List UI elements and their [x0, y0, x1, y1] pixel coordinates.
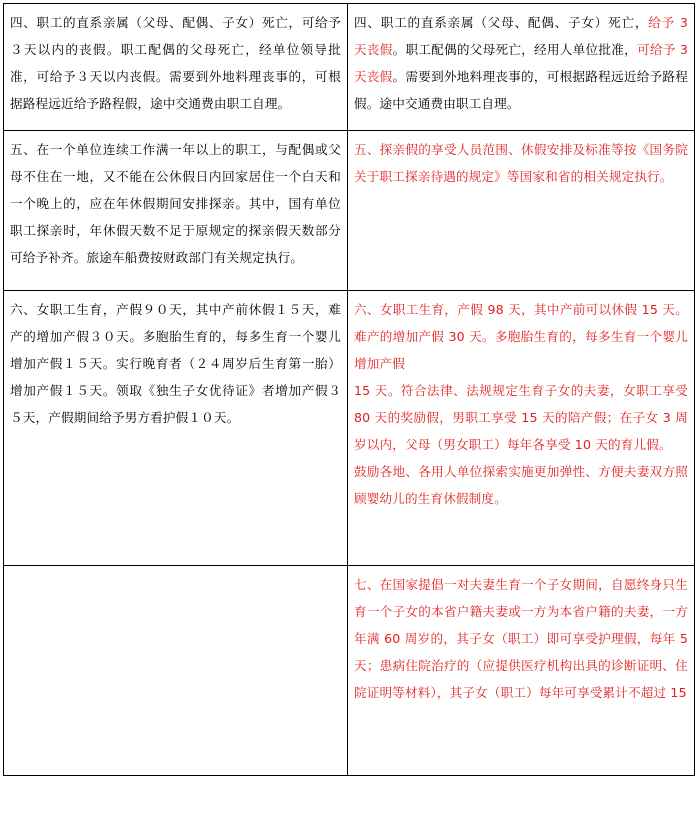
- old-policy-cell-empty: [4, 566, 348, 776]
- old-policy-cell: [4, 131, 348, 291]
- table-row: [4, 4, 695, 131]
- new-policy-cell: [347, 4, 694, 131]
- new-clause-6-part-1: 六、女职工生育，产假 98 天，其中产前可以休假 15 天。难产的增加产假 30 天。多胞胎生育的，每多生育一个婴儿增加产假: [353, 302, 688, 371]
- old-clause-6: 六、女职工生育，产假９０天，其中产前休假１５天，难产的增加产假３０天。多胞胎生育的，每多生育一个婴儿增加产假１５天。实行晚育者（２４周岁后生育第一胎）增加产假１５天。领取《独生子女优待证》者增加产假３５天，产假期间给予男方看护假１０天。: [10, 302, 341, 425]
- revised-text: 可给予 3 天丧假: [353, 42, 688, 84]
- clause-text: 四、职工的直系亲属（父母、配偶、子女）死亡，: [353, 15, 649, 30]
- table-row: [4, 291, 695, 566]
- new-policy-cell: [347, 291, 694, 566]
- new-clause-7: 七、在国家提倡一对夫妻生育一个子女期间，自愿终身只生育一个子女的本省户籍夫妻或一方为本省户籍的夫妻，一方年满 60 周岁的，其子女（职工）即可享受护理假，每年 5 天；患病住院治疗的（应提供医疗机构出具的诊断证明、住院证明等材料），其子女（职工）每年可享受累计不超过 15: [353, 577, 688, 700]
- table-row: [4, 566, 695, 776]
- new-clause-5: 五、探亲假的享受人员范围、休假安排及标准等按《国务院关于职工探亲待遇的规定》等国家和省的相关规定执行。: [353, 142, 688, 184]
- old-clause-4: 四、职工的直系亲属（父母、配偶、子女）死亡，可给予３天以内的丧假。职工配偶的父母死亡，经单位领导批准，可给予３天以内丧假。需要到外地料理丧事的，可根据路程远近给予路程假，途中交通费由职工自理。: [10, 15, 341, 111]
- clause-text: 。需要到外地料理丧事的，可根据路程远近给予路程假。途中交通费由职工自理。: [353, 69, 689, 111]
- old-policy-cell: [4, 4, 348, 131]
- new-clause-6-part-3: 鼓励各地、各用人单位探索实施更加弹性、方便夫妻双方照顾婴幼儿的生育休假制度。: [353, 464, 688, 506]
- new-policy-cell: [347, 566, 694, 776]
- clause-text: 。职工配偶的父母死亡，经用人单位批准，: [392, 42, 637, 57]
- old-clause-5: 五、在一个单位连续工作满一年以上的职工，与配偶或父母不住在一地，又不能在公休假日内回家居住一个白天和一个晚上的，应在年休假期间安排探亲。其中，国有单位职工探亲时，年休假天数不足于原规定的探亲假天数部分可给予补齐。旅途车船费按财政部门有关规定执行。: [10, 142, 341, 265]
- policy-comparison-table: [3, 3, 695, 776]
- old-policy-cell: [4, 291, 348, 566]
- new-clause-6-part-2: 15 天。符合法律、法规规定生育子女的夫妻，女职工享受 80 天的奖励假，男职工享受 15 天的陪产假；在子女 3 周岁以内，父母（男女职工）每年各享受 10 天的育儿假。: [353, 383, 688, 452]
- revised-text: 给予 3 天丧假: [353, 15, 688, 57]
- new-clause-4: [354, 9, 688, 117]
- table-row: [4, 131, 695, 291]
- new-policy-cell: [347, 131, 694, 291]
